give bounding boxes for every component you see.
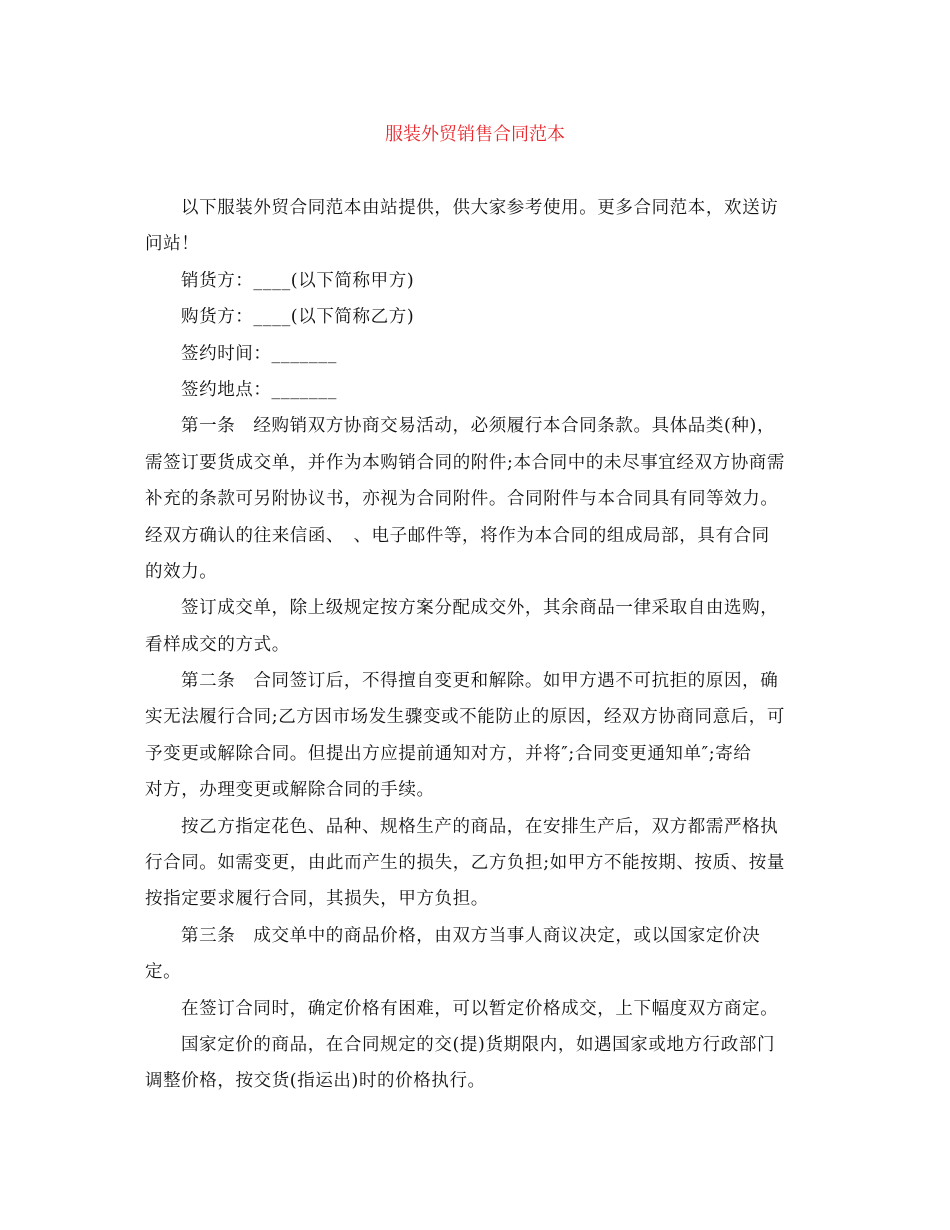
text-line: 签订成交单，除上级规定按方案分配成交外，其余商品一律采取自由选购， bbox=[181, 598, 779, 619]
text-line: 的效力。 bbox=[145, 561, 218, 582]
text-line: 定。 bbox=[145, 962, 182, 983]
text-line: 需签订要货成交单，并作为本购销合同的附件;本合同中的未尽事宜经双方协商需 bbox=[145, 452, 785, 473]
text-line: 在签订合同时，确定价格有困难，可以暂定价格成交，上下幅度双方商定。 bbox=[181, 998, 779, 1019]
document-title: 服装外贸销售合同范本 bbox=[385, 124, 565, 145]
paragraph bbox=[145, 590, 825, 663]
paragraph bbox=[145, 1027, 825, 1100]
text-line: 行合同。如需变更，由此而产生的损失，乙方负担;如甲方不能按期、按质、按量 bbox=[145, 853, 785, 874]
paragraph bbox=[145, 663, 825, 809]
text-line: 实无法履行合同;乙方因市场发生骤变或不能防止的原因，经双方协商同意后，可 bbox=[145, 707, 785, 728]
text-line: 经双方确认的往来信函、 、电子邮件等，将作为本合同的组成局部，具有合同 bbox=[145, 525, 770, 546]
text-line: 第一条 经购销双方协商交易活动，必须履行本合同条款。具体品类(种)， bbox=[181, 416, 776, 437]
text-line: 按乙方指定花色、品种、规格生产的商品，在安排生产后，双方都需严格执 bbox=[181, 816, 779, 837]
text-line: 补充的条款可另附协议书，亦视为合同附件。合同附件与本合同具有同等效力。 bbox=[145, 489, 779, 510]
paragraph bbox=[145, 991, 825, 1027]
text-line: 调整价格，按交货(指运出)时的价格执行。 bbox=[145, 1071, 486, 1092]
paragraph bbox=[145, 263, 825, 299]
text-line: 第三条 成交单中的商品价格，由双方当事人商议决定，或以国家定价决 bbox=[181, 925, 761, 946]
paragraph bbox=[145, 299, 825, 335]
document-body bbox=[145, 190, 825, 1100]
text-line: 看样成交的方式。 bbox=[145, 634, 290, 655]
paragraph bbox=[145, 918, 825, 991]
text-line: 签约时间：_______ bbox=[181, 343, 337, 364]
text-line: 按指定要求履行合同，其损失，甲方负担。 bbox=[145, 889, 489, 910]
paragraph bbox=[145, 190, 825, 263]
text-line: 销货方：____(以下简称甲方) bbox=[181, 270, 415, 291]
text-line: 问站！ bbox=[145, 234, 200, 255]
paragraph bbox=[145, 809, 825, 918]
text-line: 予变更或解除合同。但提出方应提前通知对方，并将″;合同变更通知单″;寄给 bbox=[145, 743, 752, 764]
text-line: 对方，办理变更或解除合同的手续。 bbox=[145, 780, 435, 801]
text-line: 以下服装外贸合同范本由站提供，供大家参考使用。更多合同范本，欢送访 bbox=[181, 198, 779, 218]
paragraph bbox=[145, 336, 825, 372]
text-line: 签约地点：_______ bbox=[181, 379, 337, 400]
text-line: 购货方：____(以下简称乙方) bbox=[181, 307, 415, 328]
text-line: 第二条 合同签订后，不得擅自变更和解除。如甲方遇不可抗拒的原因，确 bbox=[181, 671, 779, 692]
text-line: 国家定价的商品，在合同规定的交(提)货期限内，如遇国家或地方行政部门 bbox=[181, 1034, 776, 1055]
paragraph bbox=[145, 408, 825, 590]
paragraph bbox=[145, 372, 825, 408]
